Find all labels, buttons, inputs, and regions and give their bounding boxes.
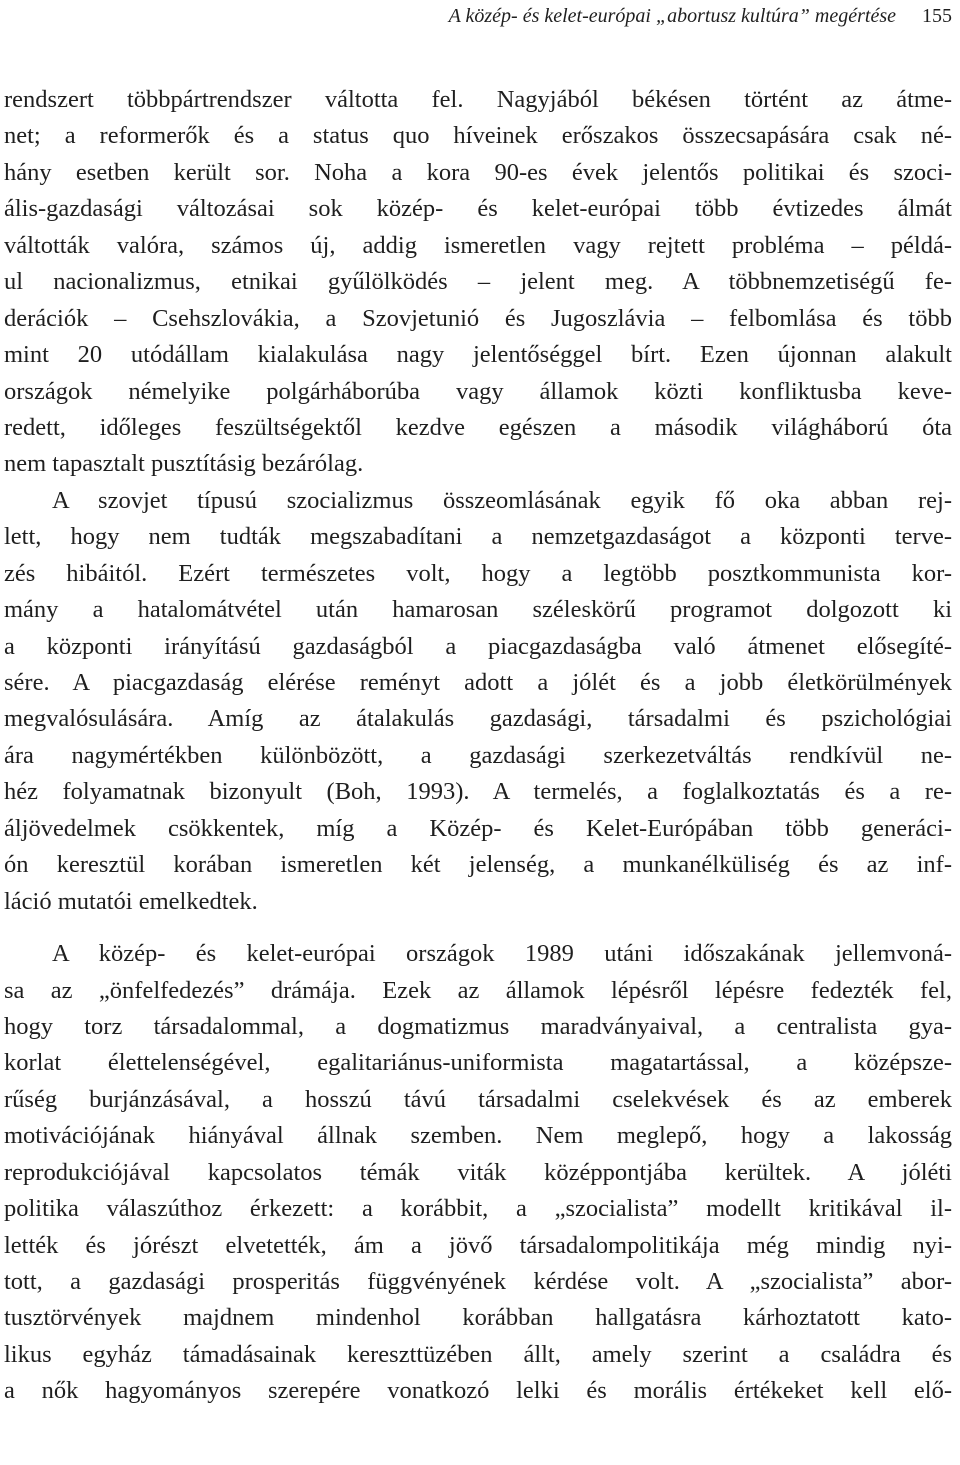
paragraph: [4, 82, 952, 483]
paragraph: [4, 483, 952, 920]
body-text: [4, 82, 952, 1410]
text-line: mány a hatalomátvétel után hamarosan széleskörű programot dolgozott ki: [4, 596, 952, 624]
text-line: korlat élettelenségével, egalitariánus-uniformista magatartással, a középsze-: [4, 1049, 952, 1077]
text-line: reprodukciójával kapcsolatos témák viták középpontjába kerültek. A jóléti: [4, 1158, 952, 1186]
text-line: ón keresztül korában ismeretlen két jelenség, a munkanélküliség és az inf-: [4, 851, 952, 879]
text-line: a központi irányítású gazdaságból a piacgazdaságba való átmenet elősegíté-: [4, 632, 952, 660]
text-line: országok némelyike polgárháborúba vagy államok közti konfliktusba keve-: [4, 377, 952, 405]
text-line: lették és jórészt elvetették, ám a jövő társadalompolitikája még mindig nyi-: [4, 1231, 952, 1259]
text-line: A szovjet típusú szocializmus összeomlásának egyik fő oka abban rej-: [52, 486, 952, 514]
text-line: ális-gazdasági változásai sok közép- és kelet-európai több évtizedes álmát: [4, 195, 952, 223]
paragraph-gap: [4, 920, 952, 936]
text-line: redett, időleges feszültségektől kezdve egészen a második világháború óta: [4, 413, 952, 441]
text-line: lett, hogy nem tudták megszabadítani a nemzetgazdaságot a központi terve-: [4, 523, 952, 551]
text-line: megvalósulására. Amíg az átalakulás gazdasági, társadalmi és pszichológiai: [4, 705, 952, 733]
text-line: A közép- és kelet-európai országok 1989 utáni időszakának jellemvoná-: [52, 940, 952, 968]
text-line: ára nagymértékben különbözött, a gazdasági szerkezetváltás rendkívül ne-: [4, 741, 952, 769]
text-line: hogy torz társadalommal, a dogmatizmus maradványaival, a centralista gya-: [4, 1012, 952, 1040]
text-line: derációk – Csehszlovákia, a Szovjetunió és Jugoszlávia – felbomlása és több: [4, 304, 952, 332]
text-line: likus egyház támadásainak kereszttüzében állt, amely szerint a családra és: [4, 1340, 952, 1368]
text-line: politika válaszúthoz érkezett: a korábbit, a „szocialista” modellt kritikával il-: [4, 1195, 952, 1223]
text-line: áljövedelmek csökkentek, míg a Közép- és Kelet-Európában több generáci-: [4, 814, 952, 842]
text-line: nem tapasztalt pusztításig bezárólag.: [4, 450, 364, 478]
text-line: tott, a gazdasági prosperitás függvényének kérdése volt. A „szocialista” abor-: [4, 1268, 952, 1295]
text-line: motivációjának hiányával állnak szemben. Nem meglepő, hogy a lakosság: [4, 1122, 952, 1150]
running-head-title: A közép- és kelet-európai „abortusz kultúra” megértése: [448, 5, 896, 27]
page-number: 155: [922, 5, 952, 27]
text-line: tusztörvények majdnem mindenhol korábban hallgatásra kárhoztatott kato-: [4, 1304, 952, 1332]
running-head: [0, 0, 952, 32]
text-line: net; a reformerők és a status quo híveinek erőszakos összecsapására csak né-: [4, 122, 952, 150]
text-line: láció mutatói emelkedtek.: [4, 887, 258, 915]
text-line: héz folyamatnak bizonyult (Boh, 1993). A termelés, a foglalkoztatás és a re-: [4, 778, 952, 806]
text-line: sa az „önfelfedezés” drámája. Ezek az államok lépésről lépésre fedezték fel,: [4, 976, 952, 1004]
text-line: rűség burjánzásával, a hosszú távú társadalmi cselekvések és az emberek: [4, 1085, 952, 1113]
text-line: rendszert többpártrendszer váltotta fel. Nagyjából békésen történt az átme-: [4, 86, 952, 113]
text-line: hány esetben került sor. Noha a kora 90-es évek jelentős politikai és szoci-: [4, 158, 952, 186]
text-line: zés hibáitól. Ezért természetes volt, hogy a legtöbb posztkommunista kor-: [4, 559, 952, 587]
text-line: a nők hagyományos szerepére vonatkozó lelki és morális értékeket kell elő-: [4, 1377, 952, 1405]
text-line: ul nacionalizmus, etnikai gyűlölködés – jelent meg. A többnemzetiségű fe-: [4, 268, 952, 296]
text-line: mint 20 utódállam kialakulása nagy jelentőséggel bírt. Ezen újonnan alakult: [4, 341, 952, 369]
text-line: váltották valóra, számos új, addig ismeretlen vagy rejtett probléma – példá-: [4, 231, 952, 259]
paragraph: [4, 936, 952, 1410]
text-line: sére. A piacgazdaság elérése reményt adott a jólét és a jobb életkörülmények: [4, 669, 952, 696]
